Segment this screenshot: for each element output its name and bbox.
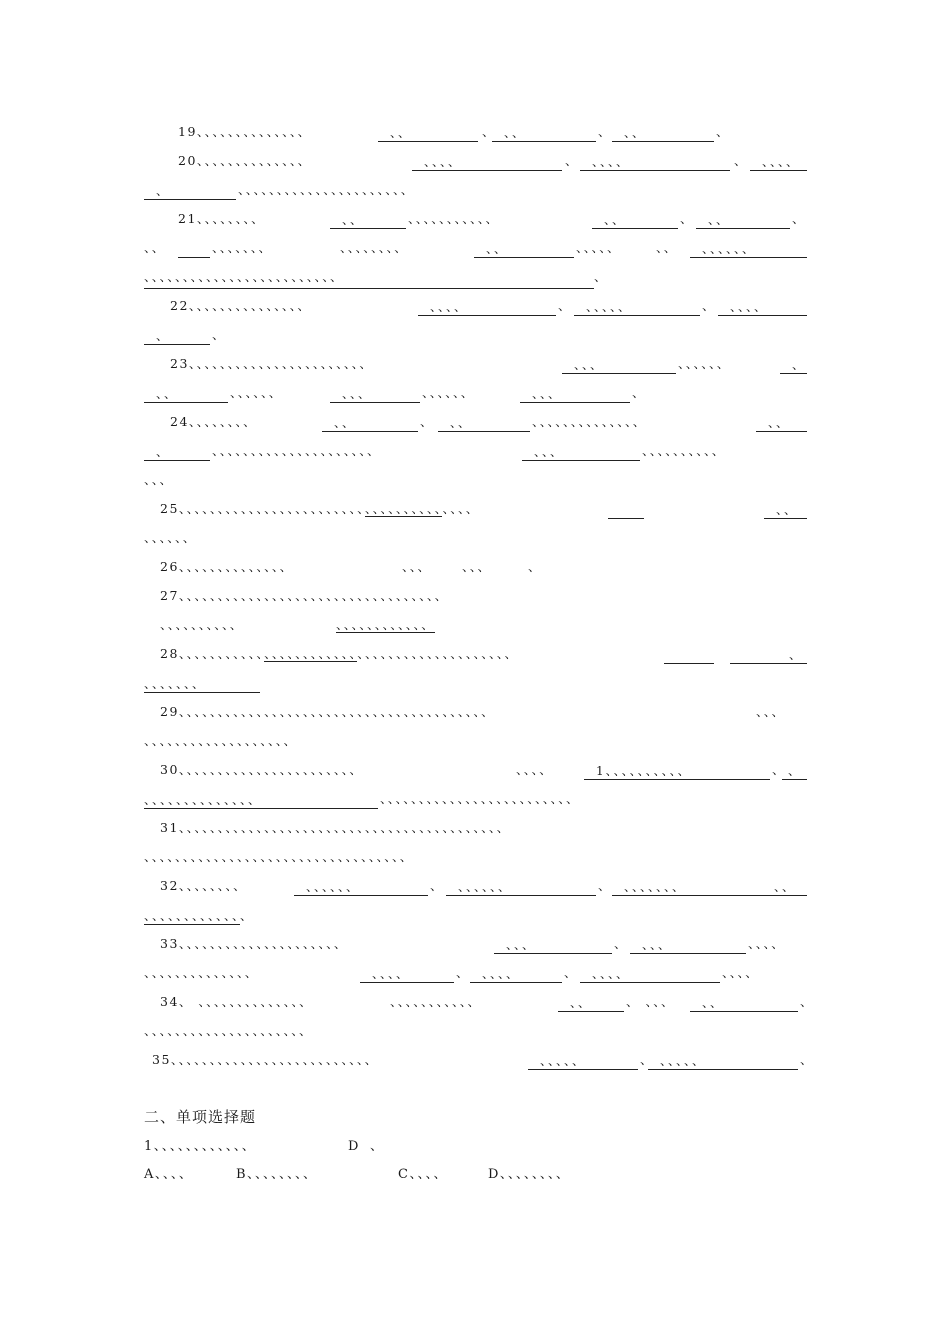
answer-blank: 、、 xyxy=(330,211,406,229)
question-text: 、、 xyxy=(656,240,678,255)
answer-blank xyxy=(664,646,714,664)
separator: 、 xyxy=(482,124,497,139)
answer-blank: 、、、 xyxy=(330,385,420,403)
answer-blank: 、、 xyxy=(762,878,807,896)
answer-blank: 、、 xyxy=(696,211,790,229)
separator: 、 xyxy=(598,124,613,139)
option-b: B、、、、、、、、 xyxy=(236,1167,318,1182)
question-number: 25 xyxy=(160,501,179,516)
answer-blank: 、 xyxy=(730,646,807,664)
answer-a: 、、、 xyxy=(402,559,432,574)
question-text-continued: 、、、、、、、、、、、、、、、、、、、、、、 xyxy=(238,182,415,197)
answer-blank-continued: 、、、、、、、、、、、、、 xyxy=(144,909,255,923)
answer-blank: 、、、 xyxy=(562,356,676,374)
question-number: 31 xyxy=(160,820,179,835)
question-24 xyxy=(170,411,257,433)
question-30 xyxy=(160,759,363,781)
question-text: 、、 xyxy=(144,240,166,255)
question-text-continued: 、、、、、、、、、、 xyxy=(160,617,244,632)
question-25: 25、、、、、、、、、、、、、、、、、、、、、、、、、、、、、、、、、、、、、、 xyxy=(160,501,480,516)
answer-blank: 、、、 xyxy=(630,936,746,954)
question-28: 28、、、、、、、、、、、、、、、、、、、、、、、、、、、、、、、、、、、、、、、、、、、 xyxy=(160,646,519,661)
question-text: 、、、、、、、、、、、、、、、 xyxy=(188,298,312,313)
answer-blank: 1、、、、、、、、、、 xyxy=(584,762,770,780)
answer-blank: 、、、、、、 xyxy=(294,878,428,896)
answer-b: 、、、 xyxy=(462,559,492,574)
question-34 xyxy=(160,991,313,1013)
answer-blank: 、、、、 xyxy=(750,153,807,171)
underlined-text: 、、、、、、、、、、、、 xyxy=(264,646,358,661)
question-27 xyxy=(160,585,449,607)
answer-blank: 、、 xyxy=(144,385,228,403)
underlined-answer: 、、、、、、、、、、、、 xyxy=(336,617,436,632)
question-text: 、、、、 xyxy=(722,965,760,980)
answer-blank: 、、 xyxy=(474,240,574,258)
separator: 、 xyxy=(800,1052,815,1067)
separator: 、 xyxy=(800,994,815,1009)
question-text: 、、、、、、、、 xyxy=(340,240,409,255)
question-number: 33 xyxy=(160,936,179,951)
question-32 xyxy=(160,875,247,897)
question-text: 、、、、、、、、、、、、、、、、、、、、、、、、、、 xyxy=(170,1052,379,1067)
question-text: 、、、、、、、、、、、、、、 xyxy=(196,124,312,139)
answer-blank: 、、 xyxy=(492,124,596,142)
answer-blank: 、、、、、 xyxy=(648,1052,798,1070)
question-22 xyxy=(170,295,311,317)
question-number: 29 xyxy=(160,704,179,719)
separator: 、 xyxy=(734,153,749,168)
answer-blank-continued: 、、、、、、、、、、、、、、 xyxy=(144,791,378,809)
question-23 xyxy=(170,353,373,375)
mc-paren: 、 xyxy=(370,1139,385,1154)
underlined-text: 、、、、、、、、、、 xyxy=(364,501,443,516)
question-number: 32 xyxy=(160,878,179,893)
question-text-continued: 、、、、、、 xyxy=(144,530,197,545)
question-text: 、、、、、、、、、、、、、、 xyxy=(196,153,312,168)
answer-blank: 、、 xyxy=(690,994,798,1012)
question-20 xyxy=(178,150,312,172)
answer-blank: 、、、、、 xyxy=(574,298,700,316)
question-number: 24 xyxy=(170,414,189,429)
answer-blank: 、、 xyxy=(592,211,678,229)
answer-blank: 、、、、 xyxy=(718,298,807,316)
answer-blank: 、、、、 xyxy=(470,965,562,983)
question-text: 、、、、、、、、、、、 xyxy=(390,994,482,1009)
question-text: 、、、、、、、、、、、、、、、、、、、、、、、、 xyxy=(178,501,365,516)
question-text: 、、、、、、、、、、、、、、、、、、、、、、、、、、、、、、、、、、 xyxy=(178,588,449,603)
answer-blank: 、、 xyxy=(558,994,624,1012)
question-text: 、、、、 xyxy=(516,762,554,777)
answer-blank: 、、、 xyxy=(520,385,630,403)
question-number: 34 xyxy=(160,994,179,1009)
answer-blank-continued: 、、、、、、、 xyxy=(144,675,260,693)
option-c: C、、、、 xyxy=(398,1167,448,1182)
separator: 、 xyxy=(716,124,731,139)
answer-blank: 、、、、 xyxy=(580,965,720,983)
answer-blank: 、、、 xyxy=(522,443,640,461)
question-text: 、、、、、、、、、、、、、、、、、、、、、、、 xyxy=(178,762,364,777)
separator: 、 xyxy=(598,878,613,893)
section-heading: 二、单项选择题 xyxy=(144,1108,257,1126)
question-31 xyxy=(160,817,511,839)
question-text-continued: 、、、、、、、、、、、、、、、、、、、、、、、、、 、 xyxy=(144,266,608,288)
question-text-continued: 、、、、、、、、、、、、、、、、、、、 xyxy=(144,733,298,748)
answer-blank: 、 xyxy=(780,356,807,374)
option-a: A、、、、 xyxy=(144,1167,194,1182)
answer-blank xyxy=(178,240,210,258)
answer-blank-continued: 、 xyxy=(144,182,236,200)
question-text: 、、、、、、、、、、、 xyxy=(178,646,265,661)
question-text: 、 、、、、、、、、、、、、、、 xyxy=(178,994,314,1009)
answer-blank-continued: 、 xyxy=(144,443,210,461)
answer-blank: 、、、、 xyxy=(412,153,562,171)
question-26 xyxy=(160,556,294,578)
question-33 xyxy=(160,933,348,955)
separator: 、 xyxy=(564,965,579,980)
answer-blank: 、、、 xyxy=(494,936,612,954)
question-text: 、、、、、、、 xyxy=(212,240,273,255)
question-text: 、、、、、、、、、、、、、、、、、、、、、、、 xyxy=(188,356,374,371)
question-text-continued: 、、、 xyxy=(144,472,174,487)
separator: 、 xyxy=(792,211,807,226)
question-text: 、、、、、、、、 xyxy=(178,878,248,893)
question-29 xyxy=(160,701,495,723)
separator: 、 xyxy=(772,762,787,777)
answer-blank xyxy=(608,501,644,519)
answer-blank: 、、、、 xyxy=(580,153,730,171)
question-number: 35 xyxy=(152,1052,171,1067)
mc-answer: D xyxy=(348,1139,360,1154)
separator: 、 xyxy=(565,153,580,168)
separator: 、 xyxy=(702,298,717,313)
question-text: 、、、、、、、、、、、、、、 xyxy=(178,559,294,574)
question-21 xyxy=(178,208,265,230)
question-text: 、、、、、、、、、、、、、、、、、、、、、、、、、、、、、、、、、、、、、、、、、、 xyxy=(178,820,511,835)
question-number: 28 xyxy=(160,646,179,661)
separator: 、 xyxy=(456,965,471,980)
question-text: 、、、、、 xyxy=(576,240,622,255)
question-text: 、、、、、、 xyxy=(422,385,475,400)
question-number: 20 xyxy=(178,153,197,168)
question-text: 、、、、、、、、、、、、、、、、、、、、、、、、、、、、、、、、、、、、、、、、 xyxy=(178,704,496,719)
separator: 、 xyxy=(430,878,445,893)
answer-blank: 、、 xyxy=(378,124,478,142)
answer-blank: 、 xyxy=(782,762,807,780)
mc-question-1 xyxy=(144,1136,256,1158)
option-d: D、、、、、、、、 xyxy=(488,1167,571,1182)
question-text: 1、、、、、、、、、、、、 xyxy=(144,1139,257,1154)
question-text: 、、、 xyxy=(756,704,786,719)
question-text-continued: 、、、、、、、、、、、、、、、、、、、、、、、、、、、、、、、、、、 xyxy=(144,849,414,864)
answer-blank: 、、 xyxy=(764,501,807,519)
separator: 、 xyxy=(614,936,629,951)
answer-blank: 、、、、 xyxy=(418,298,556,316)
answer-blank: 、、 xyxy=(756,414,807,432)
question-text: 、、、、、、 xyxy=(678,356,731,371)
question-number: 27 xyxy=(160,588,179,603)
answer-blank: 、、、、 xyxy=(360,965,454,983)
question-number: 30 xyxy=(160,762,179,777)
question-35 xyxy=(152,1049,379,1071)
question-text: 、、、、、、、、 xyxy=(196,211,266,226)
question-number: 19 xyxy=(178,124,197,139)
answer-blank: 、、、、、、 xyxy=(446,878,596,896)
question-text: 、、、、、、、、、、、、、、、、、、、、、 xyxy=(212,443,382,458)
question-text-continued: 、、、、、、、、、、、、、、 xyxy=(144,965,259,980)
question-number: 26 xyxy=(160,559,179,574)
separator: 、 xyxy=(632,385,647,400)
answer-blank: 、、 xyxy=(612,124,714,142)
answer-blank: 、、、、、、 xyxy=(690,240,807,258)
question-text: 、、、、、、、、、、 xyxy=(642,443,726,458)
answer-blank: 、、、、、 xyxy=(528,1052,638,1070)
question-text: 、、、、 xyxy=(748,936,786,951)
question-number: 22 xyxy=(170,298,189,313)
separator: 、 xyxy=(212,327,227,342)
question-19 xyxy=(178,121,312,143)
separator: 、 xyxy=(528,559,543,574)
question-text-continued: 、、、、、、、、、、、、、、、、、、、、、 xyxy=(144,1023,314,1038)
question-number: 23 xyxy=(170,356,189,371)
question-text: 、、、、、、、、、、、、、、、、、、、、、、、、、 xyxy=(380,791,581,806)
question-text: 、、、、、、 xyxy=(230,385,283,400)
separator: 、 xyxy=(558,298,573,313)
answer-blank-continued: 、 xyxy=(144,327,210,345)
question-number: 21 xyxy=(178,211,197,226)
question-text: 、、、、、、、、、、、、、、、、、、、、、 xyxy=(178,936,348,951)
question-text: 、 、、、 xyxy=(626,994,675,1009)
separator: 、 xyxy=(640,1052,655,1067)
question-text: 、、、、、、、、、、、、、、 xyxy=(532,414,647,429)
question-text: 、、、、、、、、 xyxy=(188,414,258,429)
answer-blank: 、、、、、、、 xyxy=(612,878,762,896)
answer-blank: 、、 xyxy=(322,414,418,432)
answer-blank: 、、 xyxy=(438,414,530,432)
separator: 、 xyxy=(420,414,435,429)
question-text: 、、、、、、、、、、、 xyxy=(408,211,500,226)
separator: 、 xyxy=(680,211,695,226)
